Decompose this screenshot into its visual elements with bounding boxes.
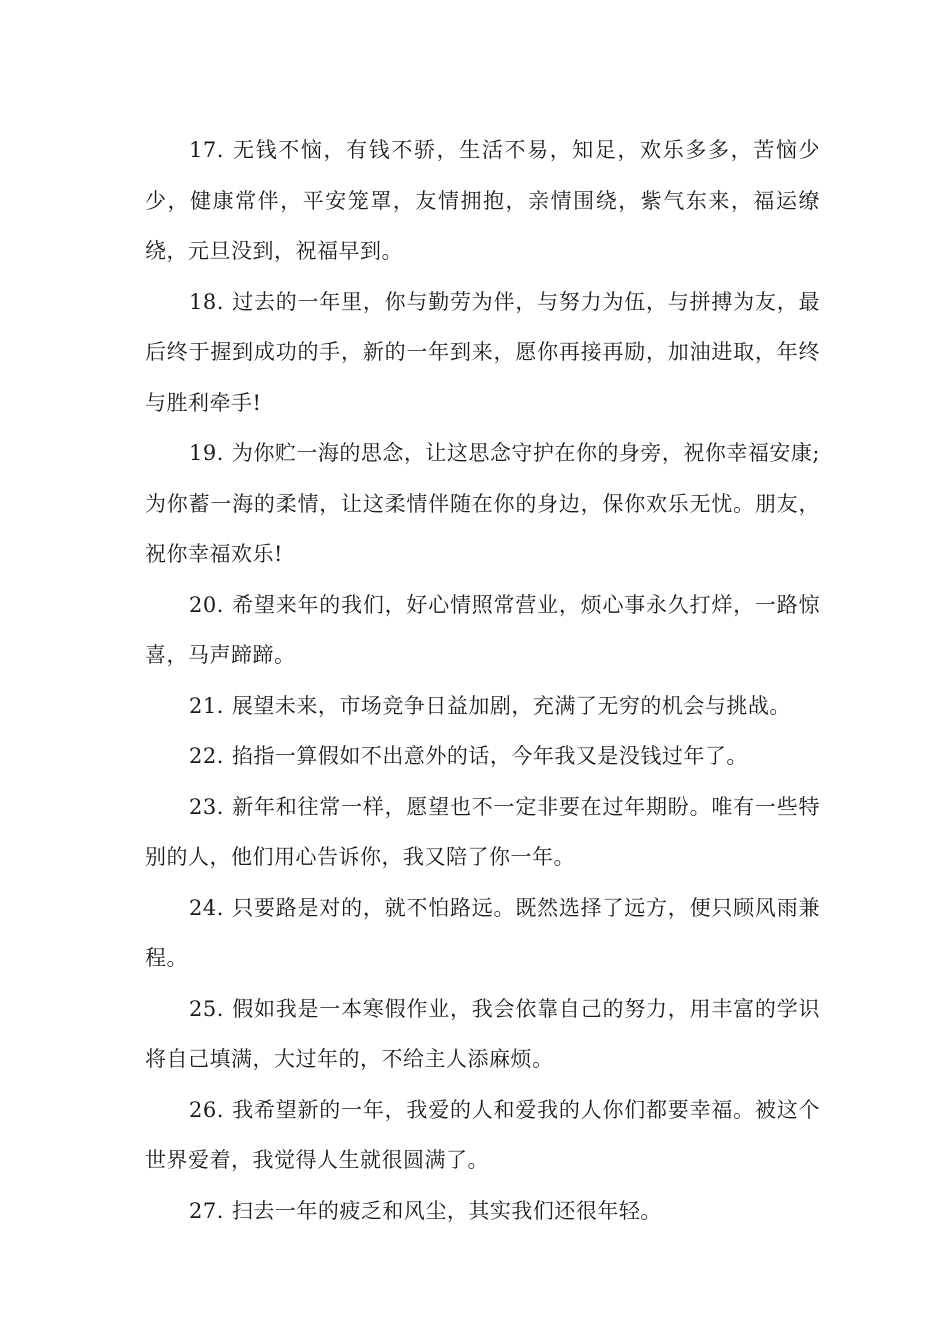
item-number: 24. xyxy=(189,895,224,920)
item-number: 22. xyxy=(189,744,224,768)
item-text: 新年和往常一样，愿望也不一定非要在过年期盼。唯有一些特别的人，他们用心告诉你，我又陪了你一年。 xyxy=(145,794,820,869)
list-item xyxy=(145,1085,820,1186)
item-text: 无钱不恼，有钱不骄，生活不易，知足，欢乐多多，苦恼少少，健康常伴，平安笼罩，友情拥抱，亲情围绕，紫气东来，福运缭绕，元旦没到，祝福早到。 xyxy=(145,138,820,263)
item-text: 掐指一算假如不出意外的话，今年我又是没钱过年了。 xyxy=(231,744,748,768)
item-text: 只要路是对的，就不怕路远。既然选择了远方，便只顾风雨兼程。 xyxy=(145,895,820,970)
item-text: 希望来年的我们，好心情照常营业，烦心事永久打烊，一路惊喜，马声蹄蹄。 xyxy=(145,592,820,667)
item-number: 17. xyxy=(189,138,224,162)
item-number: 26. xyxy=(189,1097,224,1122)
item-text: 过去的一年里，你与勤劳为伴，与努力为伍，与拼搏为友，最后终于握到成功的手，新的一年到来，愿你再接再励，加油进取，年终与胜利牵手! xyxy=(145,289,820,415)
list-item xyxy=(145,580,820,681)
list-item xyxy=(145,731,820,782)
item-number: 20. xyxy=(189,592,224,617)
list-item xyxy=(145,681,820,732)
item-text: 我希望新的一年，我爱的人和爱我的人你们都要幸福。被这个世界爱着，我觉得人生就很圆满了。 xyxy=(145,1097,820,1172)
list-item xyxy=(145,1186,820,1237)
item-number: 19. xyxy=(189,441,224,465)
list-item xyxy=(145,428,820,580)
item-text: 扫去一年的疲乏和风尘，其实我们还很年轻。 xyxy=(231,1198,662,1223)
list-item xyxy=(145,277,820,429)
item-text: 展望未来，市场竞争日益加剧，充满了无穷的机会与挑战。 xyxy=(231,693,791,718)
list-item xyxy=(145,883,820,984)
item-text: 假如我是一本寒假作业，我会依靠自己的努力，用丰富的学识将自己填满，大过年的，不给主人添麻烦。 xyxy=(145,996,820,1071)
item-number: 25. xyxy=(189,996,224,1021)
list-item xyxy=(145,782,820,883)
document-body xyxy=(145,125,820,1236)
item-number: 18. xyxy=(189,289,224,314)
item-number: 27. xyxy=(189,1198,224,1223)
item-text: 为你贮一海的思念，让这思念守护在你的身旁，祝你幸福安康;为你蓄一海的柔情，让这柔情伴随在你的身边，保你欢乐无忧。朋友，祝你幸福欢乐! xyxy=(145,441,820,566)
item-number: 23. xyxy=(189,794,224,819)
list-item xyxy=(145,125,820,277)
list-item xyxy=(145,984,820,1085)
item-number: 21. xyxy=(189,693,224,718)
